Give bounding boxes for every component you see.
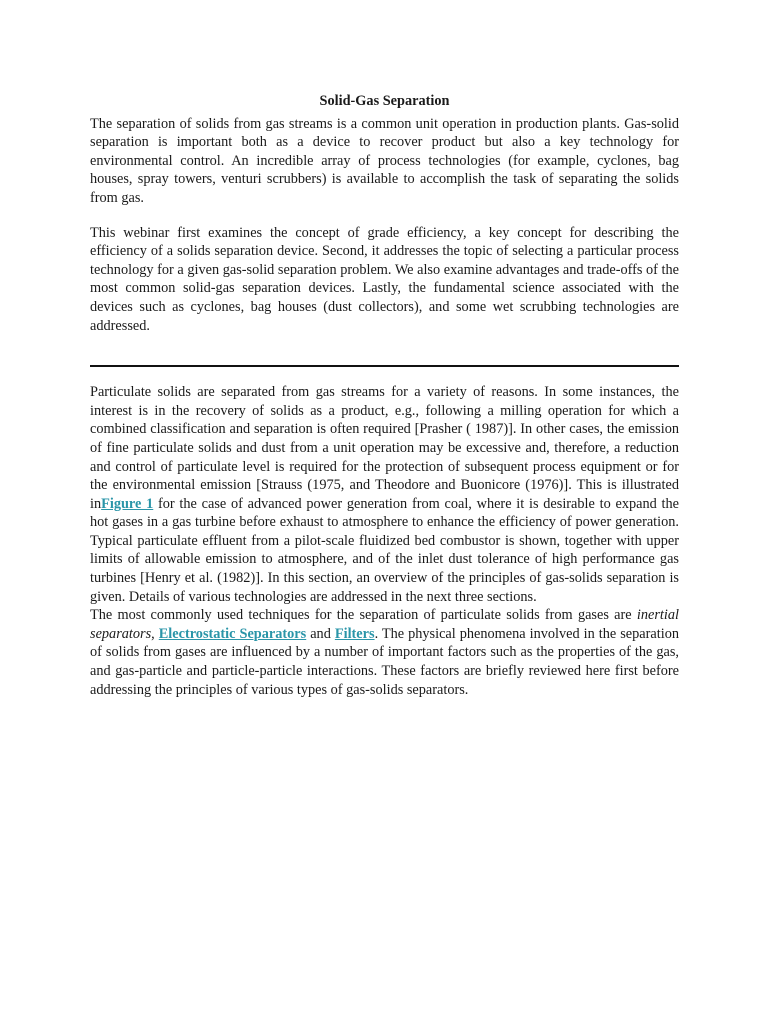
document-title: Solid-Gas Separation <box>319 93 450 109</box>
intro-paragraph-2: This webinar first examines the concept of grade efficiency, a key concept for describing the efficiency of a solids separation device. Second, it addresses the topic of selecting a particular process technology for a given gas-solid separation problem. We also examine advantages and trade-offs of the most common solid-gas separation devices. Lastly, the fundamental science associated with the devices such as cyclones, bag houses (dust collectors), and some wet scrubbing technologies are addressed. <box>90 224 679 334</box>
body-paragraph-2-text-d: . The physical phenomena involved in the separation of solids from gases are influenced by a number of important factors such as the properties of the gas, and gas-particle and particle-particle interactions. These factors are briefly reviewed here first before addressing the principles of various types of gas-solids separators. <box>90 625 679 698</box>
document-page <box>90 92 679 699</box>
electrostatic-separators-link[interactable]: Electrostatic Separators <box>158 625 307 642</box>
body-paragraph-1 <box>90 383 679 606</box>
filters-link[interactable]: Filters <box>334 625 375 642</box>
section-divider <box>90 365 679 367</box>
body-paragraph-2-text-c: and <box>306 625 335 642</box>
body-paragraph-2 <box>90 606 679 699</box>
body-paragraph-2-text-a: The most commonly used techniques for the separation of particulate solids from gases are <box>90 607 637 624</box>
body-paragraph-1-text-a: Particulate solids are separated from gas streams for a variety of reasons. In some instances, the interest is in the recovery of solids as a product, e.g., following a milling operation for which a combined classification and separation is often required [Prasher ( 1987)]. In other cases, the emission of fine particulate solids and dust from a unit operation may be excessive and, therefore, a reduction and control of particulate level is required for the protection of subsequent process equipment or for the environmental emission [Strauss (1975, and Theodore and Buonicore (1976)]. This is illustrated in <box>90 384 679 512</box>
inertial-separators-term: inertial separators <box>90 607 679 642</box>
body-paragraph-1-text-b: for the case of advanced power generation from coal, where it is desirable to expand the hot gases in a gas turbine before exhaust to atmosphere to enhance the efficiency of power generation. Typical particulate effluent from a pilot-scale fluidized bed combustor is shown, together with upper limits of allowable emission to atmosphere, and of the inlet dust tolerance of high performance gas turbines [Henry et al. (1982)]. In this section, an overview of the principles of gas-solids separation is given. Details of various technologies are addressed in the next three sections. <box>90 495 679 605</box>
figure-1-link[interactable]: Figure 1 <box>101 495 154 512</box>
body-paragraph-2-text-b: , <box>151 625 159 642</box>
intro-paragraph-1: The separation of solids from gas streams is a common unit operation in production plants. Gas-solid separation is important both as a device to recover product but also a key technology for environmental control. An incredible array of process technologies (for example, cyclones, bag houses, spray towers, venturi scrubbers) is available to accomplish the task of separating the solids from gas. <box>90 115 679 206</box>
